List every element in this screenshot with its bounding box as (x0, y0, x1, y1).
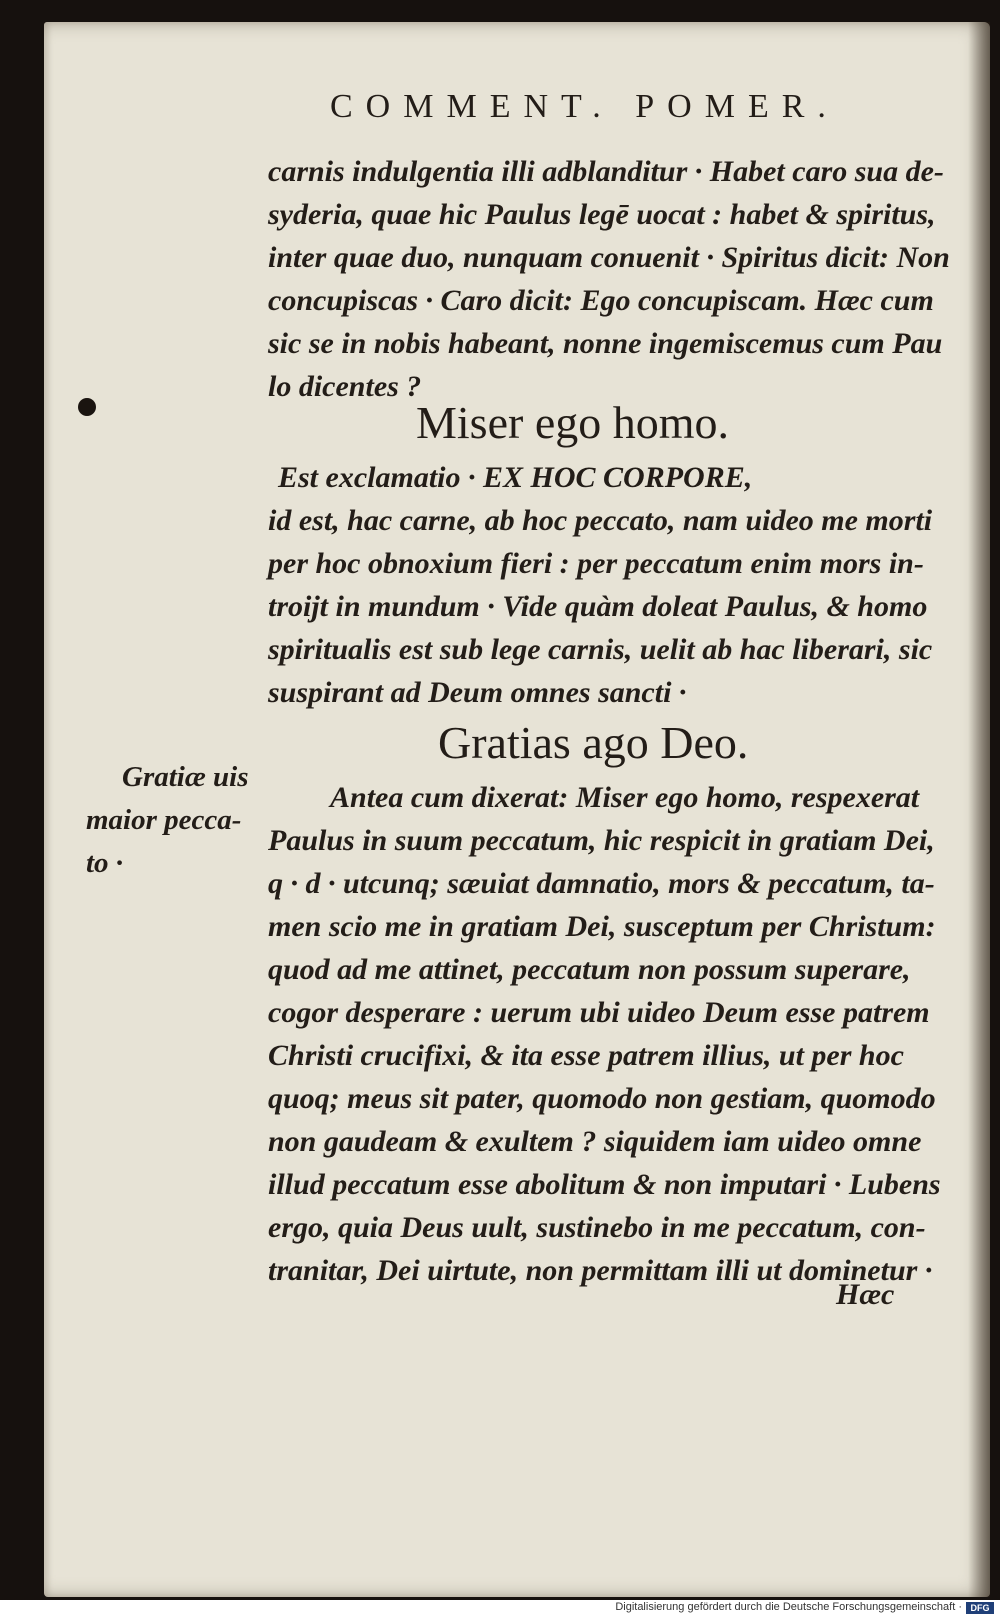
margin-note-line: Gratiæ uis (122, 761, 249, 793)
text-line: quoq; meus sit pater, quomodo non gestiam, quomodo (268, 1082, 936, 1115)
text-line: non gaudeam & exultem ? siquidem iam uideo omne (268, 1125, 922, 1158)
text-block-3 (268, 776, 941, 1292)
text-line: suspirant ad Deum omnes sancti · (268, 676, 687, 709)
text-line: inter quae duo, nunquam conuenit · Spiritus dicit: Non (268, 241, 950, 274)
text-line: ergo, quia Deus uult, sustinebo in me peccatum, con- (268, 1211, 926, 1244)
text-line: syderia, quae hic Paulus legē uocat : habet & spiritus, (268, 198, 936, 231)
text-line: Christi crucifixi, & ita esse patrem illius, ut per hoc (268, 1039, 904, 1072)
text-line: id est, hac carne, ab hoc peccato, nam uideo me morti (268, 504, 933, 537)
text-line: concupiscas · Caro dicit: Ego concupiscam. Hæc cum (268, 284, 934, 317)
section-heading-2: Gratias ago Deo. (438, 717, 749, 768)
text-line: q · d · utcunq; sæuiat damnatio, mors & peccatum, ta- (268, 867, 935, 900)
running-head: COMMENT. POMER. (330, 88, 839, 125)
text-line: troijt in mundum · Vide quàm doleat Paulus, & homo (268, 590, 928, 623)
margin-note-line: maior pecca- (86, 804, 242, 836)
text-line: men scio me in gratiam Dei, susceptum per Christum: (268, 910, 936, 943)
section-heading-1: Miser ego homo. (416, 397, 730, 448)
text-line: sic se in nobis habeant, nonne ingemiscemus cum Pau (268, 327, 943, 360)
text-line: Antea cum dixerat: Miser ego homo, respexerat (330, 781, 920, 814)
text-line: illud peccatum esse abolitum & non imputari · Lubens (268, 1168, 941, 1201)
digitization-footer (0, 1600, 1000, 1617)
catchword: Hæc (836, 1278, 895, 1311)
text-line: lo dicentes ? (268, 370, 422, 403)
text-block-2 (268, 456, 933, 714)
text-line: Est exclamatio · EX HOC CORPORE, (278, 461, 753, 494)
marginal-note (86, 756, 266, 885)
margin-bullet (78, 398, 96, 416)
text-line: Paulus in suum peccatum, hic respicit in gratiam Dei, (268, 824, 935, 857)
text-line: tranitar, Dei uirtute, non permittam illi ut dominetur · (268, 1254, 933, 1287)
footer-credit: Digitalisierung gefördert durch die Deutsche Forschungsgemeinschaft · (615, 1601, 962, 1613)
text-line: per hoc obnoxium fieri : per peccatum enim mors in- (268, 547, 924, 580)
text-line: spiritualis est sub lege carnis, uelit ab hac liberari, sic (268, 633, 933, 666)
text-block-1 (268, 150, 950, 408)
text-line: cogor desperare : uerum ubi uideo Deum esse patrem (268, 996, 930, 1029)
text-line: carnis indulgentia illi adblanditur · Habet caro sua de- (268, 155, 944, 188)
page-gutter-shadow (968, 22, 990, 1597)
margin-note-line: to · (86, 847, 124, 879)
dfg-logo-icon: DFG (966, 1602, 994, 1614)
text-line: quod ad me attinet, peccatum non possum superare, (268, 953, 911, 986)
